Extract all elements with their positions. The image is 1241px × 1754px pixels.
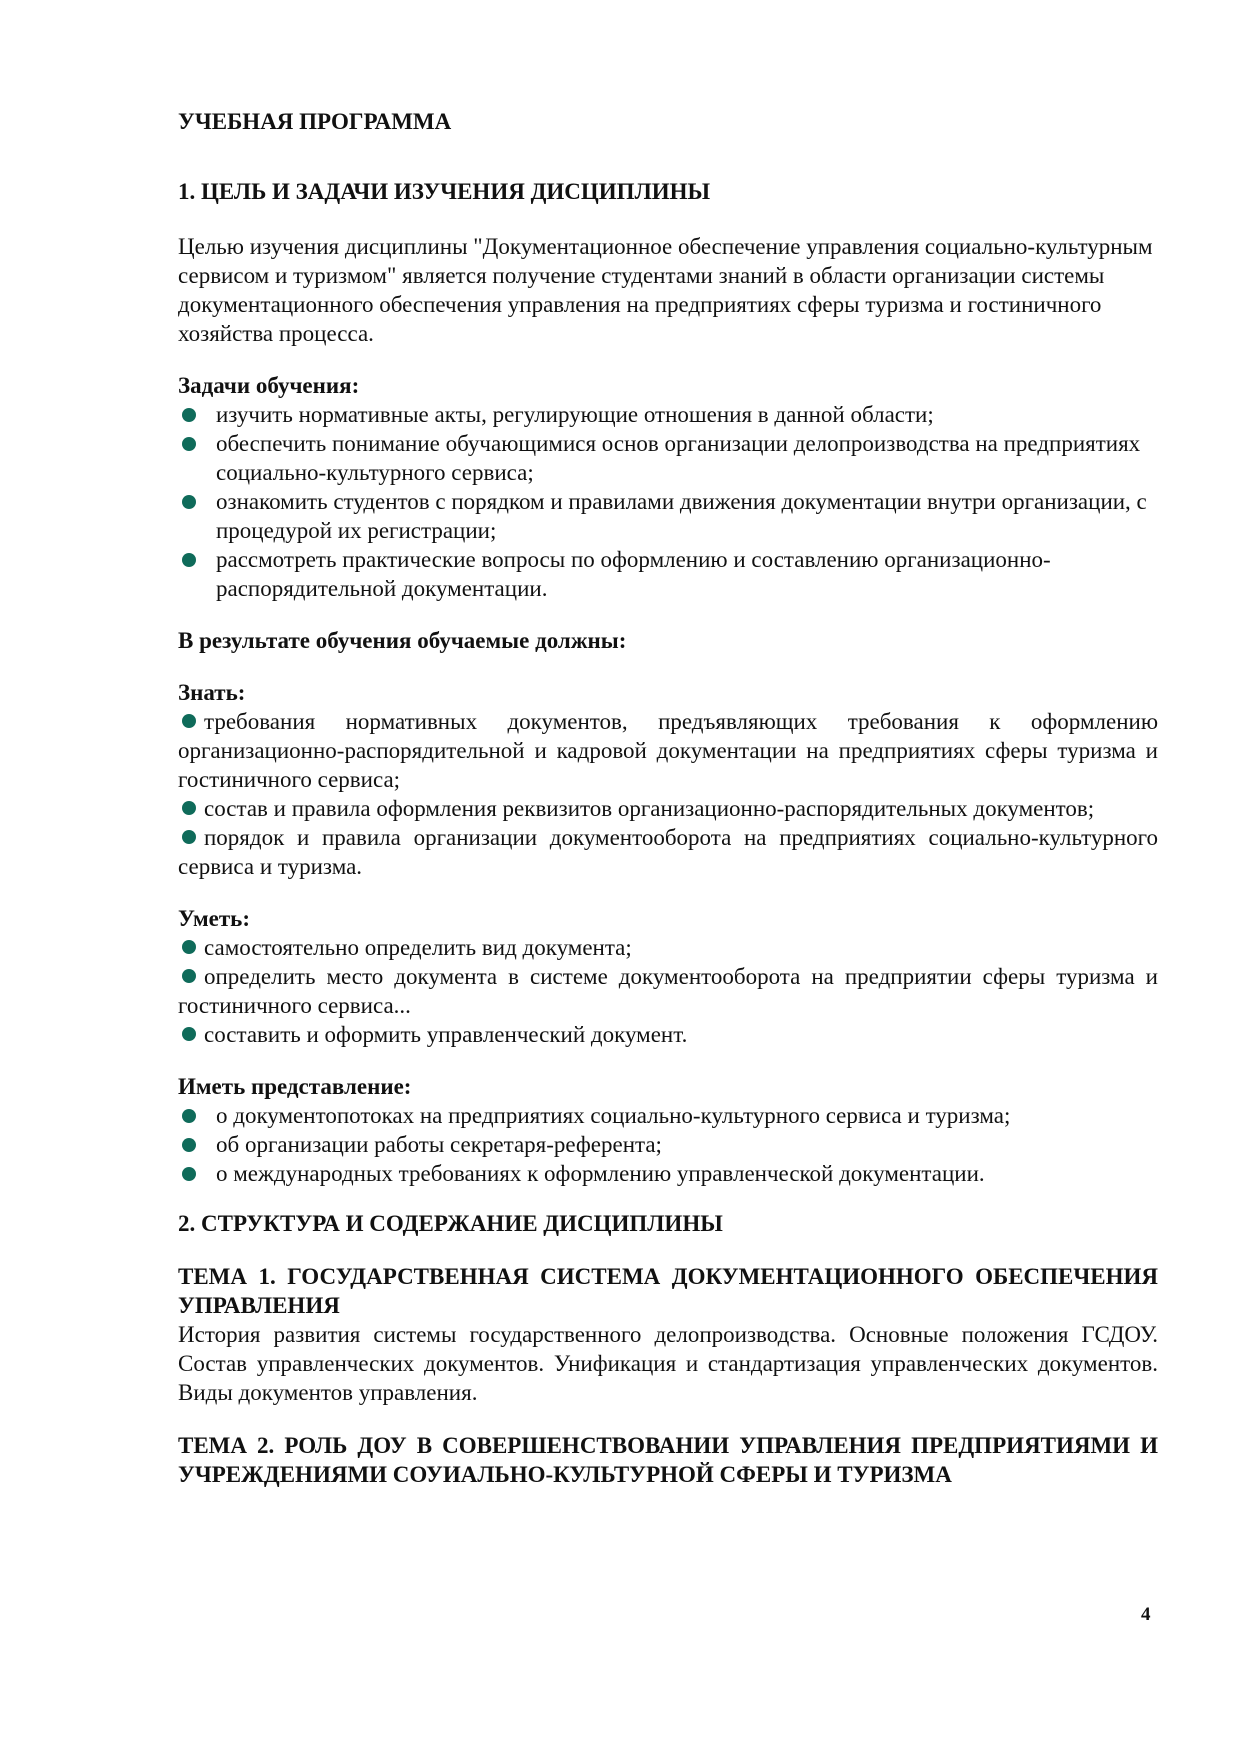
- section-1-intro: Целью изучения дисциплины "Документационное обеспечение управления социально-культурным сервисом и туризмом" является получение студентами знаний в области организации системы документационного обеспечения управления на предприятиях сферы туризма и гостиничного хозяйства процесса.: [178, 234, 1153, 346]
- section-2-heading: 2. СТРУКТУРА И СОДЕРЖАНИЕ ДИСЦИПЛИНЫ: [178, 1211, 723, 1236]
- can-list: [178, 933, 1158, 1049]
- theme-1-text: История развития системы государственного делопроизводства. Основные положения ГСДОУ. Состав управленческих документов. Унификация и стандартизация управленческих документов. Виды документов управления.: [178, 1322, 1158, 1405]
- bullet-icon: [182, 408, 196, 422]
- can-heading: Уметь:: [178, 906, 250, 931]
- know-list: [178, 707, 1158, 881]
- bullet-icon: [182, 437, 196, 451]
- list-item: определить место документа в системе документооборота на предприятии сферы туризма и гостиничного сервиса...: [178, 964, 1158, 1018]
- bullet-icon: [182, 495, 196, 509]
- document-page: [178, 108, 1158, 1489]
- list-item: рассмотреть практические вопросы по оформлению и составлению организационно-распорядительной документации.: [178, 545, 1158, 603]
- page-title: УЧЕБНАЯ ПРОГРАММА: [178, 109, 452, 134]
- list-item: ознакомить студентов с порядком и правилами движения документации внутри организации, с процедурой их регистрации;: [178, 487, 1158, 545]
- list-item: о документопотоках на предприятиях социально-культурного сервиса и туризма;: [178, 1101, 1158, 1130]
- list-item: требования нормативных документов, предъявляющих требования к оформлению организационно-распорядительной и кадровой документации на предприятиях сферы туризма и гостиничного сервиса;: [178, 709, 1158, 792]
- bullet-icon: [182, 969, 196, 983]
- list-item: состав и правила оформления реквизитов организационно-распорядительных документов;: [178, 794, 1158, 823]
- bullet-icon: [182, 553, 196, 567]
- bullet-icon: [182, 714, 196, 728]
- bullet-icon: [182, 801, 196, 815]
- bullet-icon: [182, 1027, 196, 1041]
- results-heading: В результате обучения обучаемые должны:: [178, 628, 627, 653]
- section-1-heading: 1. ЦЕЛЬ И ЗАДАЧИ ИЗУЧЕНИЯ ДИСЦИПЛИНЫ: [178, 179, 711, 204]
- list-item: порядок и правила организации документооборота на предприятиях социально-культурного сервиса и туризма.: [178, 825, 1158, 879]
- theme-2-title: ТЕМА 2. РОЛЬ ДОУ В СОВЕРШЕНСТВОВАНИИ УПРАВЛЕНИЯ ПРЕДПРИЯТИЯМИ И УЧРЕЖДЕНИЯМИ СОУИАЛЬНО-КУЛЬТУРНОЙ СФЕРЫ И ТУРИЗМА: [178, 1433, 1158, 1487]
- page-number: 4: [1141, 1604, 1151, 1625]
- bullet-icon: [182, 1109, 196, 1123]
- list-item: обеспечить понимание обучающимися основ организации делопроизводства на предприятиях социально-культурного сервиса;: [178, 429, 1158, 487]
- know-heading: Знать:: [178, 680, 246, 705]
- idea-heading: Иметь представление:: [178, 1074, 412, 1099]
- list-item: изучить нормативные акты, регулирующие отношения в данной области;: [178, 400, 1158, 429]
- bullet-icon: [182, 830, 196, 844]
- list-item: самостоятельно определить вид документа;: [178, 933, 1158, 962]
- theme-1-title: ТЕМА 1. ГОСУДАРСТВЕННАЯ СИСТЕМА ДОКУМЕНТАЦИОННОГО ОБЕСПЕЧЕНИЯ УПРАВЛЕНИЯ: [178, 1264, 1158, 1318]
- idea-list: [178, 1101, 1158, 1188]
- list-item: составить и оформить управленческий документ.: [178, 1020, 1158, 1049]
- tasks-list: [178, 400, 1158, 603]
- bullet-icon: [182, 1167, 196, 1181]
- list-item: о международных требованиях к оформлению управленческой документации.: [178, 1159, 1158, 1188]
- bullet-icon: [182, 940, 196, 954]
- tasks-heading: Задачи обучения:: [178, 373, 360, 398]
- bullet-icon: [182, 1138, 196, 1152]
- list-item: об организации работы секретаря-референта;: [178, 1130, 1158, 1159]
